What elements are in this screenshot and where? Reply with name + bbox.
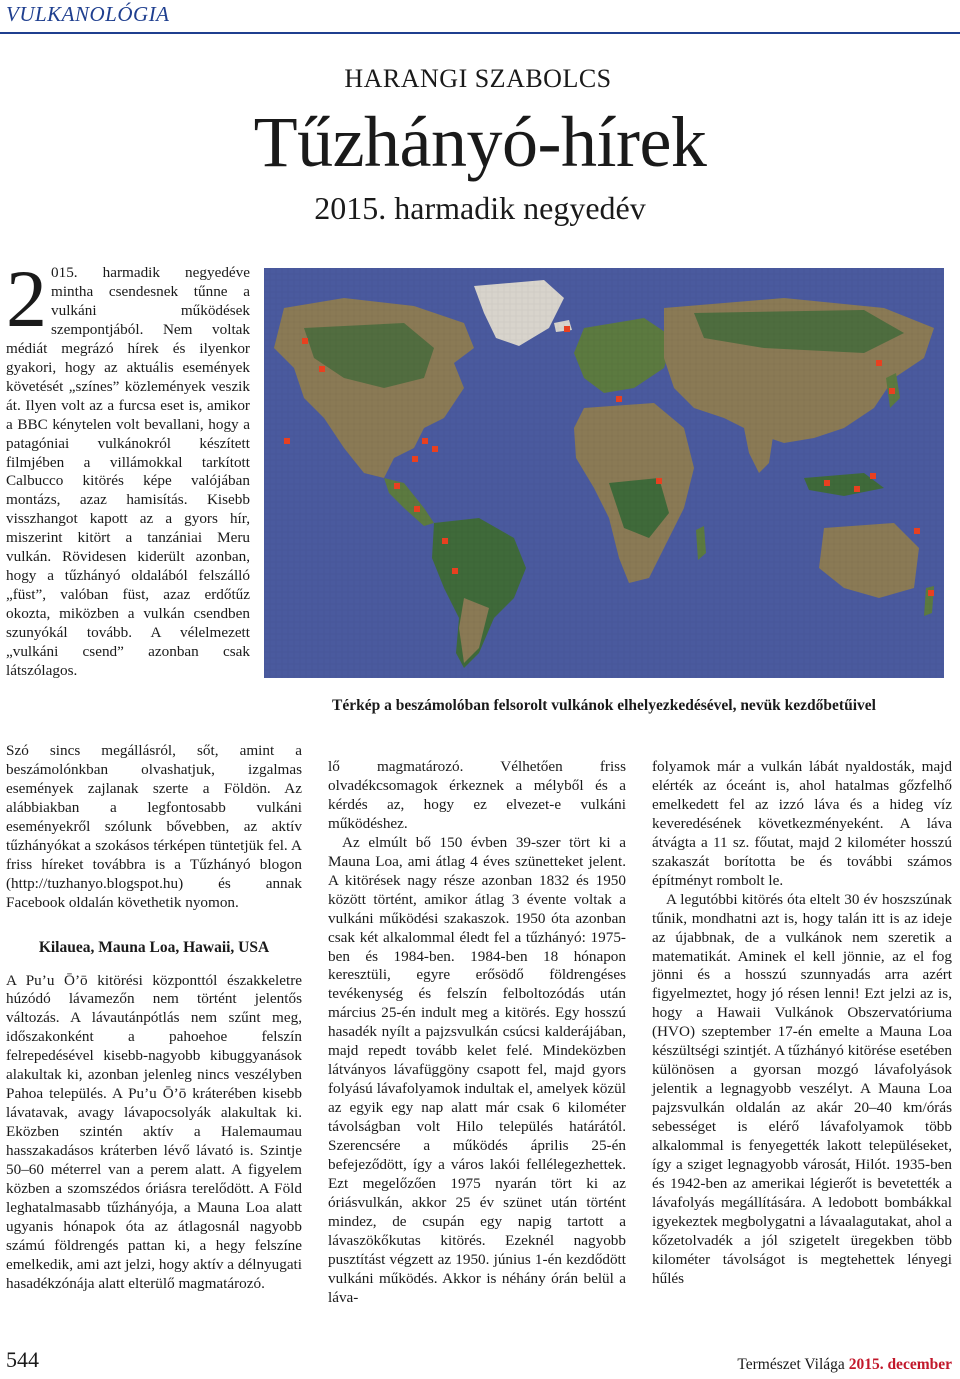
drop-cap: 2 [6, 253, 47, 344]
col3-paragraph-1: folyamok már a vulkán lábát nyaldosták, majd elérték az óceánt is, ahol hatalmas gőzfelhő emelkedett fel az izzó láva és a hideg víz keveredésének következményeként. A láva átvágta a 11 sz. főutat, majd 2 kilométer hosszú szakaszát borította be és további számos építményt rombolt le. [652, 758, 952, 889]
volcano-marker [394, 483, 400, 489]
volcano-marker [870, 473, 876, 479]
section1-col1-text: A Pu’u Ō’ō kitörési központtól északkeletre húzódó lávamezőn nem történt jelentős változás. A lávautánpótlás nem szűnt meg, időszakonként a pahoehoe felszín felrepedésével kisebb-nagyobb kibuggyanások alakultak ki, azonban jelenleg nincs veszélyben Pahoa település. A Pu’u Ō’ō kráterében kisebb lávatavak, avagy lávapocsolyák alakultak ki. Eközben szintén aktív a Halemaumau hasszakadásos kráterben lévő lávató is. Szintje 50–60 méterrel van a perem alatt. A figyelem közben a szomszédos óriásra terelődött. A Föld leghatalmasabb tűzhányója, a Mauna Loa alatt ugyanis hónapok óta az átlagosnál nagyobb számú földrengés pattan ki, a hegy felszíne emelkedik, ami azt jelzi, hogy aktív a délnyugati hasadékzónája alatt elterülő magmatározó. [6, 971, 302, 1292]
volcano-marker [889, 388, 895, 394]
section-heading: Kilauea, Mauna Loa, Hawaii, USA [38, 938, 270, 956]
volcano-marker [876, 360, 882, 366]
journal-name: Természet Világa [737, 1356, 845, 1373]
volcano-marker [442, 538, 448, 544]
article-subtitle: 2015. harmadik negyedév [314, 190, 646, 226]
author-name: HARANGI SZABOLCS [344, 64, 612, 93]
world-map-graphic [264, 268, 944, 678]
col3-paragraph-2: A legutóbbi kitörés óta eltelt 30 év hoszszúnak tűnik, mondhatni azt is, hogy talán itt is az ideje az újabbnak, de a vulkánok nem szeretik a matematikát. Aminek el kell jönnie, az el fog jönni és a hosszú szunnyadás arra azért figyelmeztet, hogy jó résen lenni! Ezt jelzi az is, hogy a Hawaii Vulkánok Obszervatóriuma (HVO) szeptember 17-én emelte a Mauna Loa készültségi szintjét. A tűzhányó kitörése esetében különösen a gyorsan mozgó lávafolyások jelentik a legnagyobb veszélyt. A Mauna Loa pajzsvulkán oldalán az akár 20–40 km/órás sebességet is elérő lávafolyamok több alkalommal is fenyegették lakott településeket, így a sziget legnagyobb városát, Hilót. 1935-ben és 1942-ben az amerikai légierőt is bevetették a lávafolyás megállítására. A ledobott bombákkal igyekeztek megbolygatni a lávaalagutakat, ahol a kőzetolvadék a jól szigetelt üregekben több kilométer távolságot is megtehettek lényegi hűlés [652, 890, 952, 1287]
volcano-marker [412, 456, 418, 462]
intro-continuation-text: Szó sincs megállásról, sőt, amint a beszámolónkban olvashatjuk, izgalmas események zajlanak szerte a Földön. Az alábbiakban a legfontosabb vulkáni eseményekről szólunk bővebben, az aktív tűzhányókat a szokásos térképen tüntetjük fel. A friss híreket továbbra is a Tűzhányó blogon (http://tuzhanyo.blogspot.hu) és annak Facebook oldalán követhetik nyomon. [6, 742, 302, 911]
intro-text: 015. harmadik negyedéve mintha csendesnek tűnne a vulkáni működések szempontjából. Nem voltak médiát megrázó hírek és ilyenkor gyakori, hogy az aktuális események követését „színes” közlemények veszik át. Ilyen volt az a furcsa eset is, amikor a BBC kénytelen volt bevallani, hogy a patagóniai vulkánokról készített filmjében a villámokkal tarkított Calbucco kitörés képe valójában montázs, azaz hamisítás. Kisebb visszhangot kapott az a gyors hír, miszerint kitört a tanzániai Meru vulkán. Rövidesen kiderült azonban, hogy a tűzhányó oldalából felszálló „füst”, valóban füst, azaz erdőtűz okozta, miközben a vulkán csendben szunyókál tovább. A vélelmezett „vulkáni csend” azonban csak látszólagos. [6, 264, 250, 680]
pixel-grid-overlay [264, 268, 944, 678]
intro-paragraph [6, 253, 250, 681]
volcano-marker [432, 446, 438, 452]
volcano-marker [302, 338, 308, 344]
volcano-marker [284, 438, 290, 444]
map-caption: Térkép a beszámolóban felsorolt vulkánok elhelyezkedésével, nevük kezdőbetűivel [332, 697, 876, 714]
volcano-marker [422, 438, 428, 444]
volcano-marker [914, 528, 920, 534]
volcano-marker [564, 326, 570, 332]
volcano-marker [452, 568, 458, 574]
volcano-world-map [264, 268, 944, 678]
page-number: 544 [6, 1347, 39, 1372]
section-rule [0, 32, 960, 34]
article-title: Tűzhányó-hírek [253, 102, 707, 182]
col2-paragraph-1: lő magmatározó. Vélhetően friss olvadékcsomagok érkeznek a mélyből és a kérdés az, hogy ez elvezet-e vulkáni működéshez. [328, 758, 626, 832]
body-column-3 [652, 758, 952, 1289]
body-column-2 [328, 758, 626, 1308]
volcano-marker [824, 480, 830, 486]
journal-footer [737, 1356, 952, 1374]
col2-paragraph-2: Az elmúlt bő 150 évben 39-szer tört ki a Mauna Loa, ami átlag 4 éves szünetteket jelent. A kitörések nagy része azonban 1832 és 1950 között történt, amikor átlag 3 évente voltak a vulkáni működési szakaszok. 1950 óta azonban csak két alkalommal éledt fel a tűzhányó: 1975-ben és 1984-ben. 1984-ben 18 hónapon keresztüli, egyre erősödő földrengéses tevékenység és felszín felboltozódás után március 25-én indult meg a kitörés. Egy hosszú hasadék nyílt a pajzsvulkán csúcsi kalderájában, majd repedt tovább kelet felé. Mindeközben látványos lávafüggöny csapott fel, majd gyors folyású lávafolyamok indultak el, amelyek közül az egyik egy nap alatt már csak 6 kilométer távolságban volt Hilo település határától. Szerencsére a működés április 25-én befejeződött, így a város lakói fellélegezhettek. Ezt megelőzően 1975 nyarán tört ki az óriásvulkán, akkor 25 év szünet után történt mindez, de csupán egy napig tartott a lávaszökőkutas kitörés. Ezeknél nagyobb pusztítást végzett az 1950. június 1-én kezdődött vulkáni működés. Akkor is néhány órán belül a láva- [328, 833, 626, 1306]
volcano-marker [854, 486, 860, 492]
volcano-marker [616, 396, 622, 402]
volcano-marker [928, 590, 934, 596]
journal-issue: 2015. december [848, 1356, 952, 1373]
section-label: VULKANOLÓGIA [6, 2, 170, 26]
volcano-marker [319, 366, 325, 372]
intro-column [6, 253, 250, 681]
intro-continuation [6, 742, 302, 1294]
volcano-marker [656, 478, 662, 484]
volcano-marker [414, 506, 420, 512]
